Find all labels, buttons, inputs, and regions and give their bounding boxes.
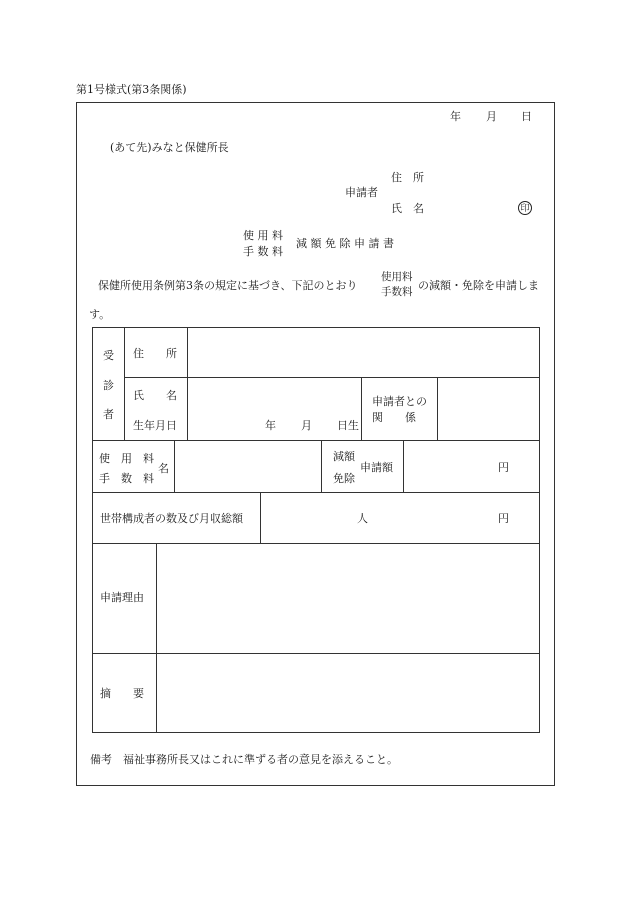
form-frame bbox=[76, 102, 555, 786]
title-fee-top: 使 用 料 bbox=[243, 229, 283, 242]
patient-name-label: 氏 名 bbox=[133, 389, 177, 402]
applicant-name-label: 氏 名 bbox=[391, 202, 424, 215]
body-fee-top: 使用料 bbox=[381, 271, 413, 283]
body-text-part3: す。 bbox=[89, 308, 111, 321]
patient-birth-label: 生年月日 bbox=[133, 419, 177, 432]
household-label: 世帯構成者の数及び月収総額 bbox=[100, 512, 243, 525]
birth-day-unit: 日生 bbox=[337, 419, 359, 432]
relation-label-top: 申請者との bbox=[372, 395, 427, 408]
body-text-part1: 保健所使用条例第3条の規定に基づき、下記のとおり bbox=[98, 279, 358, 292]
apply-amount-label: 申請額 bbox=[360, 461, 393, 474]
income-yen-unit: 円 bbox=[498, 512, 509, 525]
remarks: 備考 福祉事務所長又はこれに準ずる者の意見を添えること。 bbox=[90, 753, 398, 766]
patient-label-3: 者 bbox=[103, 408, 114, 421]
reduce-label: 減額 bbox=[333, 450, 355, 463]
fee-name-bottom: 手 数 料 bbox=[99, 472, 154, 485]
apply-amount-yen: 円 bbox=[498, 461, 509, 474]
date-year-label: 年 bbox=[450, 110, 461, 123]
document-title: 減 額 免 除 申 請 書 bbox=[296, 237, 394, 250]
persons-unit: 人 bbox=[357, 512, 368, 525]
title-fee-bottom: 手 数 料 bbox=[243, 245, 283, 258]
body-text-part2: の減額・免除を申請しま bbox=[418, 279, 539, 292]
summary-label: 摘 要 bbox=[100, 687, 144, 700]
patient-label-1: 受 bbox=[103, 349, 114, 362]
addressee: (あて先)みなと保健所長 bbox=[110, 141, 229, 154]
fee-name-top: 使 用 料 bbox=[99, 452, 154, 465]
seal-mark: 印 bbox=[518, 201, 532, 215]
birth-year-unit: 年 bbox=[265, 419, 276, 432]
date-month-label: 月 bbox=[486, 110, 497, 123]
fee-name-suffix: 名 bbox=[158, 462, 169, 475]
body-fee-bottom: 手数料 bbox=[381, 286, 413, 298]
birth-month-unit: 月 bbox=[301, 419, 312, 432]
reason-label: 申請理由 bbox=[100, 591, 144, 604]
patient-address-label: 住 所 bbox=[133, 347, 177, 360]
exempt-label: 免除 bbox=[333, 472, 355, 485]
form-number: 第1号様式(第3条関係) bbox=[76, 83, 187, 96]
relation-label-bottom: 関 係 bbox=[372, 411, 416, 424]
applicant-address-label: 住 所 bbox=[391, 171, 424, 184]
patient-label-2: 診 bbox=[103, 379, 114, 392]
date-day-label: 日 bbox=[521, 110, 532, 123]
applicant-label: 申請者 bbox=[345, 186, 378, 199]
